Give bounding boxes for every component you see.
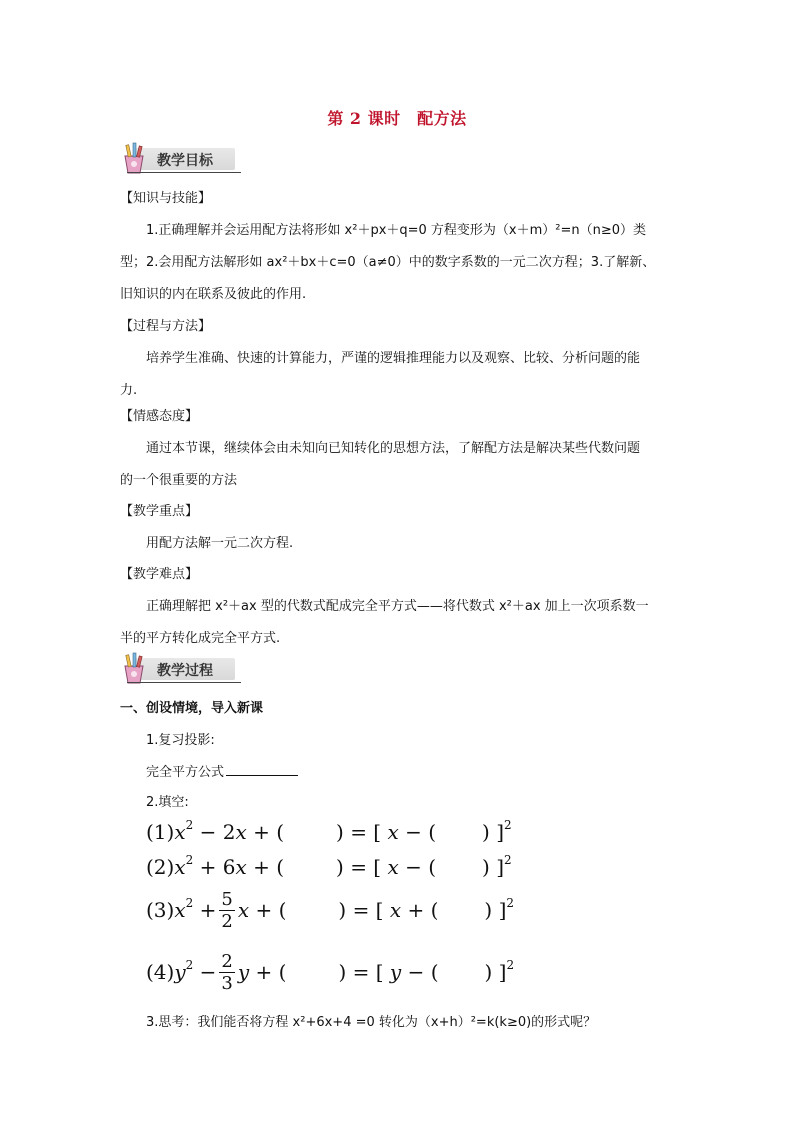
equation-1 — [146, 818, 512, 844]
eq-open: + ( — [255, 960, 287, 984]
section-banner-process — [117, 655, 241, 685]
eq-open: − ( — [407, 960, 439, 984]
difficulty-heading: 【教学难点】 — [120, 567, 199, 582]
eq-number: (3) — [146, 898, 175, 922]
equation-4 — [146, 952, 514, 995]
eq-term: − 2 — [199, 820, 236, 844]
eq-close: ) = [ — [338, 898, 384, 922]
fraction-numerator: 2 — [221, 951, 233, 972]
eq-term: + 6 — [199, 855, 236, 879]
fraction-denominator: 3 — [221, 973, 233, 994]
pencil-cup-icon — [117, 652, 151, 686]
eq-open: + ( — [253, 855, 285, 879]
banner-label: 教学过程 — [157, 663, 213, 679]
eq-var: x — [174, 898, 186, 922]
eq-number: (4) — [146, 960, 175, 984]
eq-sign: + — [199, 898, 217, 922]
eq-number: (2) — [146, 855, 175, 879]
attitude-line-1: 通过本节课，继续体会由未知向已知转化的思想方法，了解配方法是解决某些代数问题 — [146, 441, 641, 456]
key-heading: 【教学重点】 — [120, 504, 199, 519]
eq-exp: 2 — [185, 958, 194, 972]
eq-open: + ( — [255, 898, 287, 922]
eq-var: x — [235, 820, 247, 844]
banner-underline — [127, 682, 241, 683]
fraction-numerator: 5 — [221, 889, 233, 910]
attitude-heading: 【情感态度】 — [120, 409, 199, 424]
eq-open: − ( — [405, 820, 437, 844]
equation-2 — [146, 853, 512, 879]
eq-exp: 2 — [506, 958, 515, 972]
eq-close: ) = [ — [336, 855, 382, 879]
banner-underline — [127, 172, 241, 173]
eq-end: ) ] — [482, 855, 504, 879]
eq-var: x — [235, 855, 247, 879]
eq-var: y — [174, 960, 186, 984]
eq-open: − ( — [405, 855, 437, 879]
eq-exp: 2 — [185, 853, 194, 867]
section-banner-objectives — [117, 145, 241, 175]
formula-blank — [226, 763, 298, 776]
eq-exp: 2 — [506, 896, 515, 910]
page-title: 第 2 课时 配方法 — [327, 109, 467, 128]
formula-line — [146, 761, 298, 780]
knowledge-line-3: 旧知识的内在联系及彼此的作用. — [120, 287, 307, 302]
eq-end: ) ] — [482, 820, 504, 844]
eq-end: ) ] — [484, 960, 507, 984]
eq-end: ) ] — [484, 898, 507, 922]
eq-fraction — [219, 952, 234, 995]
banner-label: 教学目标 — [157, 153, 213, 169]
part1-heading: 一、创设情境，导入新课 — [120, 701, 264, 716]
knowledge-heading: 【知识与技能】 — [120, 191, 212, 206]
equation-3 — [146, 890, 514, 933]
eq-exp: 2 — [185, 818, 194, 832]
eq-open: + ( — [253, 820, 285, 844]
process-line-2: 力. — [120, 383, 138, 398]
eq-close: ) = [ — [338, 960, 384, 984]
eq-var: x — [237, 898, 250, 922]
fraction-denominator: 2 — [221, 911, 233, 932]
eq-open: + ( — [407, 898, 439, 922]
eq-var: x — [387, 820, 399, 844]
eq-exp: 2 — [504, 818, 512, 832]
eq-sign: − — [199, 960, 217, 984]
eq-var: x — [389, 898, 402, 922]
difficulty-line-2: 半的平方转化成完全平方式. — [120, 631, 281, 646]
formula-label: 完全平方公式 — [146, 765, 225, 780]
pencil-cup-icon — [117, 142, 151, 176]
eq-fraction — [219, 890, 234, 933]
knowledge-line-2: 型；2.会用配方法解形如 ax²＋bx＋c=0（a≠0）中的数字系数的一元二次方程；3.了解新、 — [120, 255, 656, 270]
eq-var: y — [389, 960, 402, 984]
eq-close: ) = [ — [336, 820, 382, 844]
eq-number: (1) — [146, 820, 175, 844]
eq-var: x — [174, 855, 186, 879]
difficulty-line-1: 正确理解把 x²＋ax 型的代数式配成完全平方式——将代数式 x²＋ax 加上一次项系数一 — [146, 599, 649, 614]
part1-item-1: 1.复习投影: — [146, 733, 215, 748]
eq-var: x — [174, 820, 186, 844]
key-line-1: 用配方法解一元二次方程. — [146, 536, 294, 551]
eq-exp: 2 — [504, 853, 512, 867]
part1-item-2: 2.填空: — [146, 795, 189, 810]
eq-var: y — [237, 960, 250, 984]
eq-var: x — [387, 855, 399, 879]
knowledge-line-1: 1.正确理解并会运用配方法将形如 x²＋px＋q=0 方程变形为（x＋m）²=n（n≥0）类 — [146, 223, 647, 238]
attitude-line-2: 的一个很重要的方法 — [120, 473, 238, 488]
eq-exp: 2 — [185, 896, 194, 910]
process-line-1: 培养学生准确、快速的计算能力，严谨的逻辑推理能力以及观察、比较、分析问题的能 — [146, 351, 641, 366]
process-heading: 【过程与方法】 — [120, 319, 212, 334]
part1-item-3: 3.思考：我们能否将方程 x²+6x+4 =0 转化为（x+h）²=k(k≥0)的形式呢？ — [146, 1015, 597, 1030]
